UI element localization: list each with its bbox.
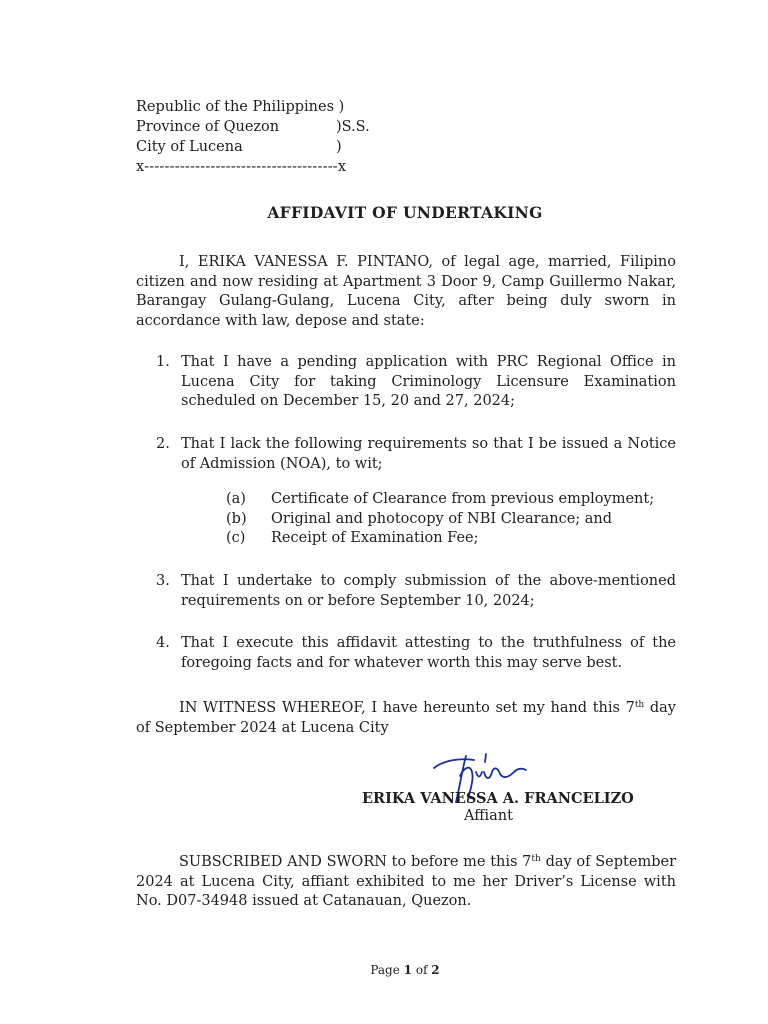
item-text: That I execute this affidavit attesting to the truthfulness of the foregoing facts and for whatever worth this may serve best. bbox=[181, 635, 676, 671]
venue-line-republic: Republic of the Philippines ) bbox=[136, 99, 345, 115]
venue-line-province: Province of Quezon )S.S. bbox=[136, 119, 370, 135]
venue-line-city: City of Lucena ) bbox=[136, 139, 342, 155]
total-page-number: 2 bbox=[431, 963, 440, 977]
intro-paragraph: I, ERIKA VANESSA F. PINTANO, of legal age, married, Filipino citizen and now residing at Apartment 3 Door 9, Camp Guillermo Nakar, Barangay Gulang-Gulang, Lucena City, after being duly sworn in accordance with law, depose and state: bbox=[136, 254, 676, 329]
item-text: That I have a pending application with PRC Regional Office in Lucena City for taking Criminology Licensure Examination scheduled on December 15, 20 and 27, 2024; bbox=[181, 354, 676, 409]
affiant-name: ERIKA VANESSA A. FRANCELIZO bbox=[362, 790, 634, 807]
numbered-item-1 bbox=[156, 353, 676, 412]
venue-block bbox=[136, 97, 370, 177]
affiant-label: Affiant bbox=[464, 808, 513, 824]
item-text: That I undertake to comply submission of the above-mentioned requirements on or before September 10, 2024; bbox=[181, 573, 676, 609]
numbered-item-3 bbox=[156, 572, 676, 611]
current-page-number: 1 bbox=[403, 963, 412, 977]
witness-paragraph: IN WITNESS WHEREOF, I have hereunto set my hand this 7th day of September 2024 at Lucena City bbox=[136, 700, 676, 736]
jurat-paragraph: SUBSCRIBED AND SWORN to before me this 7th day of September 2024 at Lucena City, affiant exhibited to me her Driver’s License with No. D07-34948 issued at Catanauan, Quezon. bbox=[136, 854, 676, 909]
document-page: Republic of the Philippines ) Province of Quezon )S.S. City of Lucena ) x--------------------------------------x AFFIDAVIT OF UNDERTAKING I, ERIKA VANESSA F. PINTANO, of legal age, married, Filipino citizen and now residing at Apartment 3 Door 9, Camp Guillermo Nakar, Barangay Gulang-Gulang, Lucena City, after being duly sworn in accordance with law, depose and state: 1. That I have a pending application with PRC Regional Office in Lucena City for taking Criminology Licensure Examination scheduled on December 15, 20 and 27, 2024; 2. That I lack the following requirements so that I be issued a Notice of Admission (NOA), to wit; (a) Certificate of Clearance from previous employment; (b) Original and photocopy of NBI Clearance; and (c) Receipt of Examination Fee; 3. That I undertake to comply submission of the above-mentioned requirements on or before September 10, 2024; 4. That I execute this affidavit attesting to the truthfulness of the foregoing facts and for whatever worth this may serve best. IN WITNESS WHEREOF, I have hereunto set my hand this 7th day of September 2024 at Lucena City ERIKA VANESSA A. FRANCELIZO Affiant SUBSCRIBED AND SWORN to before me this 7th day of September 2024 at Lucena City, affiant exhibited to me her Driver’s License with No. D07-34948 issued at Catanauan, Quezon. Page 1 of 2 bbox=[0, 0, 768, 1024]
item-number: 1. bbox=[156, 354, 170, 370]
venue-divider: x--------------------------------------x bbox=[136, 159, 347, 175]
item-number: 4. bbox=[156, 635, 170, 651]
numbered-item-4 bbox=[156, 634, 676, 673]
item-number: 2. bbox=[156, 436, 170, 452]
numbered-item-2 bbox=[156, 435, 676, 474]
item-text: That I lack the following requirements so that I be issued a Notice of Admission (NOA), to wit; bbox=[181, 436, 676, 472]
item-number: 3. bbox=[156, 573, 170, 589]
document-title: AFFIDAVIT OF UNDERTAKING bbox=[267, 203, 543, 222]
page-footer: Page 1 of 2 bbox=[370, 963, 440, 977]
